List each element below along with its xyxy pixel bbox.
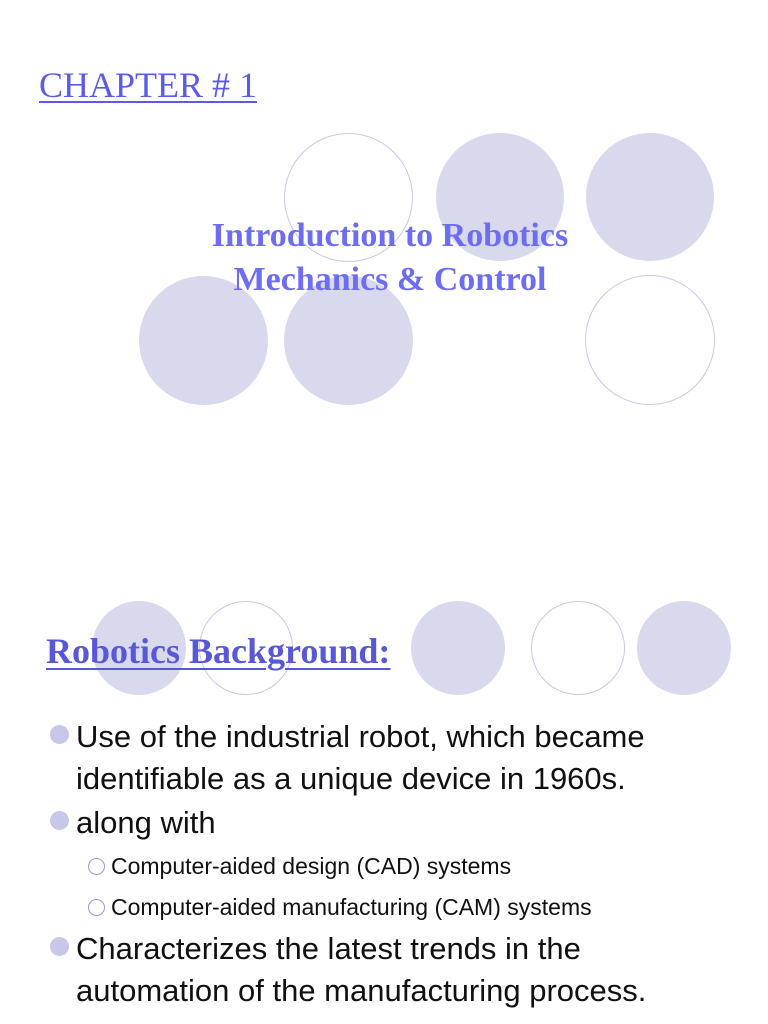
bullet-list: [0, 716, 768, 1014]
bullet-text: Use of the industrial robot, which became identifiable as a unique device in 1960s.: [76, 719, 645, 796]
section-heading: Robotics Background:: [46, 631, 391, 671]
chapter-heading: CHAPTER # 1: [39, 65, 258, 105]
bullet-dot-icon: [50, 725, 69, 744]
sub-bullet-item: [0, 887, 768, 928]
slide-2: [0, 576, 768, 1024]
bullet-text: along with: [76, 805, 216, 840]
bullet-item: [0, 716, 768, 800]
bullet-dot-icon: [50, 937, 69, 956]
bullet-text: Characterizes the latest trends in the automation of the manufacturing process.: [76, 931, 647, 1008]
bullet-item: [0, 802, 768, 844]
bullet-dot-icon: [50, 811, 69, 830]
slide-title: [140, 214, 640, 302]
sub-bullet-text: Computer-aided manufacturing (CAM) systems: [111, 894, 592, 920]
decor-circle: [531, 601, 625, 695]
title-line-1: Introduction to Robotics: [211, 217, 569, 254]
sub-bullet-item: [0, 846, 768, 887]
sub-bullet-ring-icon: [88, 899, 105, 916]
decor-circle: [411, 601, 505, 695]
title-line-2: Mechanics & Control: [233, 261, 547, 298]
sub-bullet-ring-icon: [88, 858, 105, 875]
bullet-item: [0, 928, 768, 1012]
decor-circle: [637, 601, 731, 695]
sub-bullet-text: Computer-aided design (CAD) systems: [111, 853, 512, 879]
